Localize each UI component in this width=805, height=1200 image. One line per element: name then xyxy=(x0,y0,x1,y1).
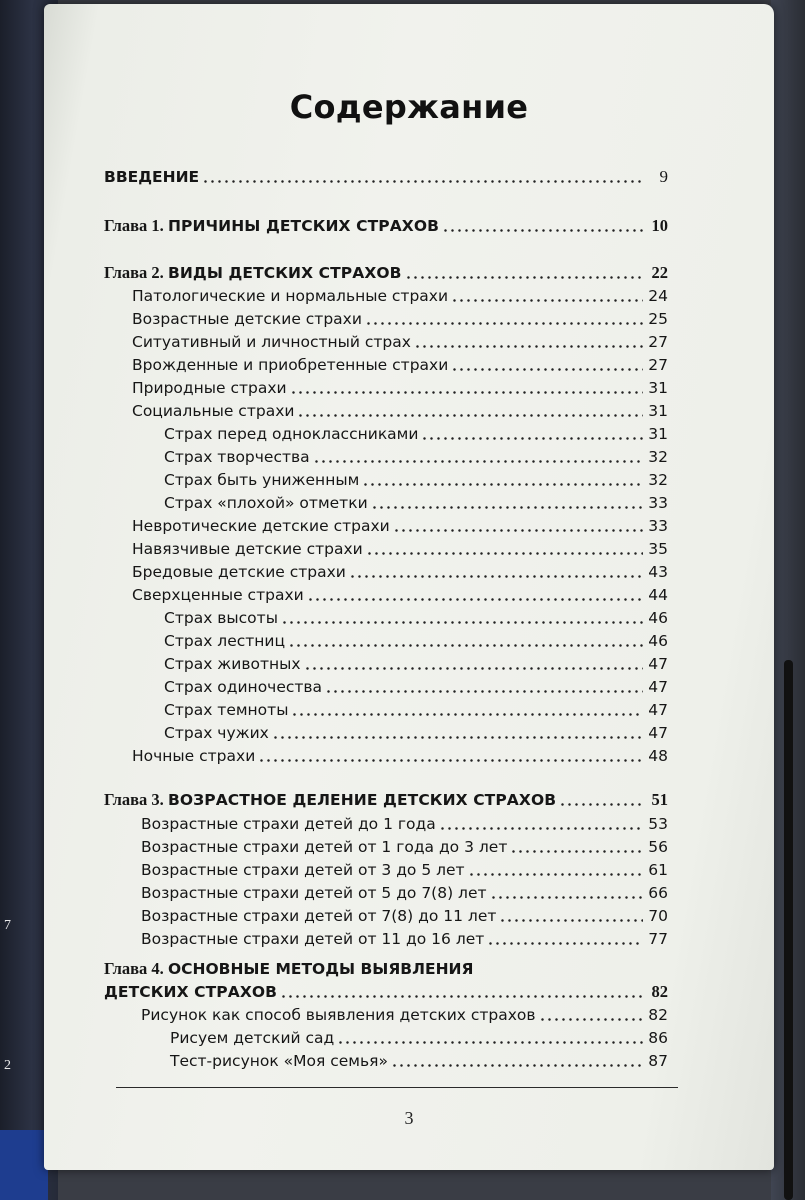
chapter-prefix: Глава 4. xyxy=(104,959,164,978)
toc-entry xyxy=(170,1049,668,1073)
toc-entry xyxy=(141,835,668,859)
toc-page-number: 82 xyxy=(651,982,668,1001)
toc-label: Социальные страхи xyxy=(132,402,295,420)
dot-leader xyxy=(291,701,643,717)
toc-label: Невротические детские страхи xyxy=(132,517,390,535)
toc-entry xyxy=(132,376,668,400)
toc-page-number: 24 xyxy=(648,287,668,305)
toc-label: Страх животных xyxy=(164,655,301,673)
toc-entry xyxy=(132,353,668,377)
dot-leader xyxy=(297,402,643,418)
toc-intro xyxy=(104,165,668,189)
toc-page-number: 25 xyxy=(648,310,668,328)
dot-leader xyxy=(539,1006,643,1022)
toc-chapter-4 xyxy=(104,980,668,1004)
dot-leader xyxy=(307,586,643,602)
toc-entry xyxy=(132,560,668,584)
toc-entry xyxy=(141,881,668,905)
toc-page-number: 56 xyxy=(648,838,668,856)
toc-label: Природные страхи xyxy=(132,379,287,397)
toc-entry xyxy=(132,399,668,423)
dot-leader xyxy=(281,609,643,625)
chapter-prefix: Глава 3. xyxy=(104,790,164,809)
toc-page-number: 47 xyxy=(648,724,668,742)
toc-entry xyxy=(170,1026,668,1050)
dot-leader xyxy=(365,310,643,326)
toc-entry xyxy=(141,927,668,951)
toc-chapter-3 xyxy=(104,788,668,812)
toc-label: Тест-рисунок «Моя семья» xyxy=(170,1052,388,1070)
toc-entry xyxy=(141,858,668,882)
toc-page-number: 10 xyxy=(651,216,668,235)
toc-page-number: 35 xyxy=(648,540,668,558)
toc-page-number: 53 xyxy=(648,815,668,833)
toc-label: Врожденные и приобретенные страхи xyxy=(132,356,449,374)
toc-page-number: 33 xyxy=(648,494,668,512)
chapter-prefix: Глава 1. xyxy=(104,216,164,235)
toc-label: Страх перед одноклассниками xyxy=(164,425,419,443)
dot-leader xyxy=(304,655,643,671)
toc-label: Сверхценные страхи xyxy=(132,586,304,604)
toc-entry xyxy=(132,583,668,607)
dot-leader xyxy=(487,930,643,946)
toc-entry xyxy=(164,698,668,722)
toc-label: Рисунок как способ выявления детских страхов xyxy=(141,1006,536,1024)
toc-label: Страх «плохой» отметки xyxy=(164,494,368,512)
toc-page-number: 87 xyxy=(648,1052,668,1070)
dot-leader xyxy=(405,264,643,280)
toc-label: Возрастные страхи детей от 11 до 16 лет xyxy=(141,930,485,948)
toc-entry xyxy=(164,721,668,745)
dot-leader xyxy=(337,1029,643,1045)
dot-leader xyxy=(442,217,643,233)
dot-leader xyxy=(510,838,643,854)
page-number: 3 xyxy=(404,1108,414,1128)
toc-label: Навязчивые детские страхи xyxy=(132,540,363,558)
toc-label: Страх быть униженным xyxy=(164,471,360,489)
toc-label: Ситуативный и личностный страх xyxy=(132,333,411,351)
dot-leader xyxy=(313,448,643,464)
dot-leader xyxy=(414,333,643,349)
dot-leader xyxy=(290,379,643,395)
toc-label: Рисуем детский сад xyxy=(170,1029,335,1047)
dot-leader xyxy=(366,540,643,556)
toc-label: Возрастные страхи детей до 1 года xyxy=(141,815,436,833)
toc-entry xyxy=(164,629,668,653)
toc-entry xyxy=(132,537,668,561)
toc-label: Страх творчества xyxy=(164,448,310,466)
toc-label: Возрастные страхи детей от 3 до 5 лет xyxy=(141,861,465,879)
toc-page-number: 51 xyxy=(651,790,668,809)
dot-leader xyxy=(288,632,643,648)
toc-entry xyxy=(132,744,668,768)
dot-leader xyxy=(391,1052,643,1068)
dot-leader xyxy=(325,678,643,694)
toc-entry xyxy=(164,675,668,699)
toc-page-number: 44 xyxy=(648,586,668,604)
dot-leader xyxy=(451,356,643,372)
toc-page-number: 82 xyxy=(648,1006,668,1024)
toc-page-number: 31 xyxy=(648,425,668,443)
toc-page-number: 33 xyxy=(648,517,668,535)
dot-leader xyxy=(439,815,643,831)
dot-leader xyxy=(468,861,643,877)
toc-label: Страх темноты xyxy=(164,701,289,719)
toc-entry xyxy=(132,307,668,331)
toc-label: Возрастные страхи детей от 1 года до 3 лет xyxy=(141,838,508,856)
toc-entry xyxy=(164,445,668,469)
spine-mark: 7 xyxy=(4,918,11,933)
chapter-title: ПРИЧИНЫ ДЕТСКИХ СТРАХОВ xyxy=(167,217,440,235)
toc-page-number: 47 xyxy=(648,701,668,719)
dot-leader xyxy=(421,425,643,441)
toc-page-number: 9 xyxy=(659,167,668,186)
toc-page-number: 66 xyxy=(648,884,668,902)
toc-entry xyxy=(141,812,668,836)
toc-page-number: 31 xyxy=(648,379,668,397)
spine-mark: 2 xyxy=(4,1058,11,1073)
dot-leader xyxy=(272,724,643,740)
toc-page-number: 27 xyxy=(648,333,668,351)
toc-page-number: 31 xyxy=(648,402,668,420)
dot-leader xyxy=(393,517,643,533)
toc-label: Возрастные страхи детей от 5 до 7(8) лет xyxy=(141,884,487,902)
toc-entry xyxy=(164,652,668,676)
toc-page-number: 86 xyxy=(648,1029,668,1047)
toc-label: Бредовые детские страхи xyxy=(132,563,346,581)
toc-page-number: 47 xyxy=(648,678,668,696)
chapter-title: ВИДЫ ДЕТСКИХ СТРАХОВ xyxy=(167,264,402,282)
page-title: Содержание xyxy=(289,88,529,126)
toc-label: Возрастные страхи детей от 7(8) до 11 лет xyxy=(141,907,497,925)
dot-leader xyxy=(499,907,643,923)
chapter-title: ОСНОВНЫЕ МЕТОДЫ ВЫЯВЛЕНИЯ xyxy=(167,960,474,978)
toc-chapter-2 xyxy=(104,261,668,285)
dot-leader xyxy=(362,471,643,487)
cable xyxy=(784,660,793,1200)
toc-label: Страх высоты xyxy=(164,609,278,627)
toc-page-number: 77 xyxy=(648,930,668,948)
toc-page-number: 61 xyxy=(648,861,668,879)
toc-label: Страх одиночества xyxy=(164,678,323,696)
chapter-title-line2: ДЕТСКИХ СТРАХОВ xyxy=(104,983,278,1001)
toc-entry xyxy=(132,514,668,538)
toc-page-number: 46 xyxy=(648,609,668,627)
dot-leader xyxy=(202,168,643,184)
toc-entry xyxy=(132,284,668,308)
toc-label xyxy=(104,261,402,285)
footer-rule xyxy=(116,1087,678,1088)
toc-chapter-1 xyxy=(104,214,668,238)
toc-page-number: 47 xyxy=(648,655,668,673)
book-cover-corner xyxy=(0,1130,48,1200)
toc-entry xyxy=(164,606,668,630)
toc-label: Патологические и нормальные страхи xyxy=(132,287,449,305)
toc-page-number: 32 xyxy=(648,471,668,489)
toc-entry xyxy=(164,422,668,446)
toc-label: Возрастные детские страхи xyxy=(132,310,362,328)
toc-entry xyxy=(141,1003,668,1027)
toc-chapter-4-line1 xyxy=(104,957,473,981)
dot-leader xyxy=(559,791,643,807)
toc-entry xyxy=(132,330,668,354)
toc-page-number: 32 xyxy=(648,448,668,466)
toc-entry xyxy=(164,468,668,492)
toc-label: Страх чужих xyxy=(164,724,269,742)
chapter-prefix: Глава 2. xyxy=(104,263,164,282)
toc-page-number: 43 xyxy=(648,563,668,581)
toc-page-number: 46 xyxy=(648,632,668,650)
toc-entry xyxy=(141,904,668,928)
toc-label xyxy=(104,788,556,812)
dot-leader xyxy=(258,747,643,763)
dot-leader xyxy=(451,287,643,303)
dot-leader xyxy=(490,884,643,900)
chapter-title: ВОЗРАСТНОЕ ДЕЛЕНИЕ ДЕТСКИХ СТРАХОВ xyxy=(167,791,557,809)
toc-entry xyxy=(164,491,668,515)
dot-leader xyxy=(280,983,643,999)
book-page xyxy=(44,4,774,1170)
toc-label xyxy=(104,214,439,238)
dot-leader xyxy=(371,494,643,510)
toc-page-number: 48 xyxy=(648,747,668,765)
toc-label: ВВЕДЕНИЕ xyxy=(104,168,200,186)
dot-leader xyxy=(349,563,643,579)
toc-page-number: 70 xyxy=(648,907,668,925)
toc-label: Ночные страхи xyxy=(132,747,256,765)
toc-page-number: 27 xyxy=(648,356,668,374)
toc-page-number: 22 xyxy=(651,263,668,282)
toc-label: Страх лестниц xyxy=(164,632,286,650)
